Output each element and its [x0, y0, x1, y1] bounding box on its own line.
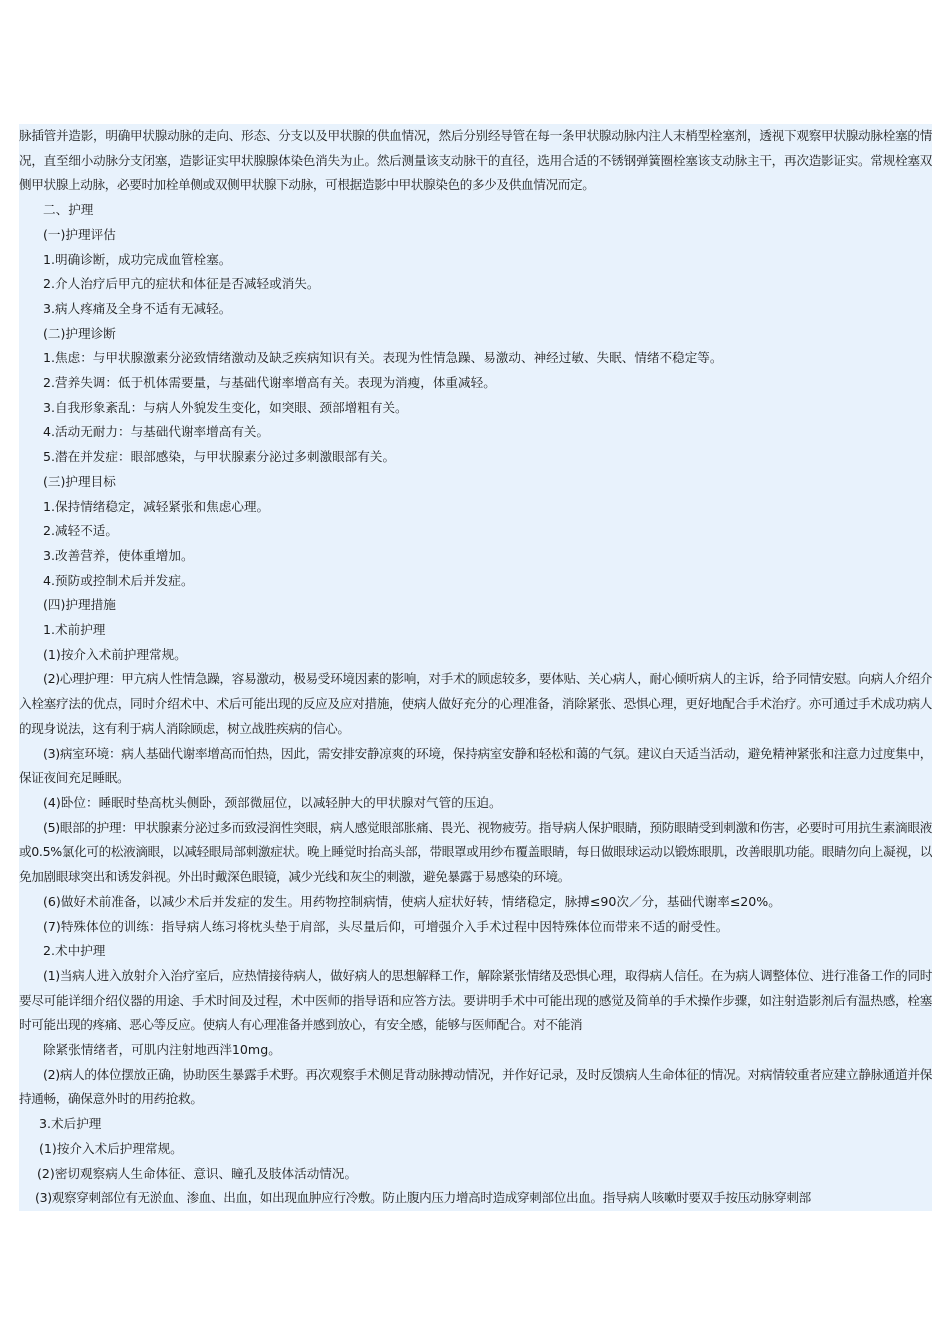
list-item: (2)密切观察病人生命体征、意识、瞳孔及肢体活动情况。 [37, 1165, 358, 1181]
heading-nursing-measures: (四)护理措施 [43, 597, 116, 613]
paragraph-eye-care: (5)眼部的护理：甲状腺素分泌过多而致浸润性突眼，病人感觉眼部胀痛、畏光、视物疲劳。指导病人保护眼睛，预防眼睛受到刺激和伤害，必要时可用抗生素滴眼液或0.5%氯化可的松液滴眼，以减轻眼局部刺激症状。晚上睡觉时抬高头部，带眼罩或用纱布覆盖眼睛，每日做眼球运动以锻炼眼肌，改善眼肌功能。眼睛勿向上凝视，以免加剧眼球突出和诱发斜视。外出时戴深色眼镜，减少光线和灰尘的刺激，避免暴露于易感染的环境。 [19, 819, 932, 885]
list-item: 3.自我形象紊乱：与病人外貌发生变化，如突眼、颈部增粗有关。 [43, 399, 408, 415]
list-item: 3.改善营养，使体重增加。 [43, 547, 194, 563]
list-item: 4.预防或控制术后并发症。 [43, 572, 194, 588]
list-item: 1.明确诊断，成功完成血管栓塞。 [43, 251, 232, 267]
list-item: 4.活动无耐力：与基础代谢率增高有关。 [43, 424, 270, 440]
list-item: 5.潜在并发症：眼部感染，与甲状腺素分泌过多刺激眼部有关。 [43, 449, 396, 465]
list-item: 2.减轻不适。 [43, 523, 118, 539]
list-item: (4)卧位：睡眠时垫高枕头侧卧，颈部微屈位，以减轻肿大的甲状腺对气管的压迫。 [43, 794, 502, 810]
list-item: 3.病人疼痛及全身不适有无减轻。 [43, 300, 232, 316]
heading-nursing-diagnosis: (二)护理诊断 [43, 325, 116, 341]
list-item: 1.保持情绪稳定，减轻紧张和焦虑心理。 [43, 498, 270, 514]
list-item: 2.营养失调：低于机体需要量，与基础代谢率增高有关。表现为消瘦，体重减轻。 [43, 375, 496, 391]
heading-nursing-assessment: (一)护理评估 [43, 226, 116, 242]
heading-postoperative-care: 3.术后护理 [39, 1116, 102, 1132]
list-item: (6)做好术前准备，以减少术后并发症的发生。用药物控制病情，使病人症状好转，情绪稳定，脉搏≤90次／分，基础代谢率≤20%。 [43, 893, 781, 909]
list-item: (1)按介入术后护理常规。 [39, 1140, 183, 1156]
paragraph-continuation: 除紧张情绪者，可肌内注射地西泮10mg。 [43, 1042, 281, 1058]
heading-intraoperative-care: 2.术中护理 [43, 943, 106, 959]
paragraph-positioning: (2)病人的体位摆放正确，协助医生暴露手术野。再次观察手术侧足背动脉搏动情况，并作好记录，及时反馈病人生命体征的情况。对病情较重者应建立静脉通道并保持通畅，确保意外时的用药抢救。 [19, 1066, 932, 1107]
paragraph-ward-environment: (3)病室环境：病人基础代谢率增高而怕热，因此，需安排安静凉爽的环境，保持病室安静和轻松和蔼的气氛。建议白天适当活动，避免精神紧张和注意力过度集中，保证夜间充足睡眠。 [19, 745, 932, 786]
heading-nursing: 二、护理 [43, 202, 94, 218]
list-item: 2.介人治疗后甲亢的症状和体征是否减轻或消失。 [43, 276, 320, 292]
list-item: (7)特殊体位的训练：指导病人练习将枕头垫于肩部，头尽量后仰，可增强介入手术过程中因特殊体位而带来不适的耐受性。 [43, 918, 729, 934]
paragraph-embolization-procedure: 脉插管并造影，明确甲状腺动脉的走向、形态、分支以及甲状腺的供血情况，然后分别经导管在每一条甲状腺动脉内注人末梢型栓塞剂，透视下观察甲状腺动脉栓塞的情况，直至细小动脉分支闭塞，造影证实甲状腺腺体染色消失为止。然后测量该支动脉干的直径，选用合适的不锈钢弹簧圈栓塞该支动脉主干，再次造影证实。常规栓塞双侧甲状腺上动脉，必要时加栓单侧或双侧甲状腺下动脉，可根据造影中甲状腺染色的多少及供血情况而定。 [19, 128, 932, 193]
paragraph-intraoperative-reception: (1)当病人进入放射介入治疗室后，应热情接待病人，做好病人的思想解释工作，解除紧张情绪及恐惧心理，取得病人信任。在为病人调整体位、进行准备工作的同时要尽可能详细介绍仪器的用途、手术时间及过程，术中医师的指导语和应答方法。要讲明手术中可能出现的感觉及简单的手术操作步骤，如注射造影剂后有温热感，栓塞时可能出现的疼痛、恶心等反应。使病人有心理准备并感到放心，有安全感，能够与医师配合。对不能消 [19, 967, 932, 1033]
document-body [19, 124, 932, 1211]
heading-nursing-goals: (三)护理目标 [43, 473, 116, 489]
heading-preoperative-care: 1.术前护理 [43, 622, 106, 638]
list-item: (1)按介入术前护理常规。 [43, 646, 187, 662]
paragraph-psychological-care: (2)心理护理：甲亢病人性情急躁，容易激动，极易受环境因素的影响，对手术的顾虑较多，要体贴、关心病人，耐心倾听病人的主诉，给予同情安慰。向病人介绍介入栓塞疗法的优点，同时介绍术中、术后可能出现的反应及应对措施，使病人做好充分的心理准备，消除紧张、恐惧心理，更好地配合手术治疗。亦可通过手术成功病人的现身说法，这有利于病人消除顾虑，树立战胜疾病的信心。 [19, 671, 932, 736]
list-item: 1.焦虑：与甲状腺激素分泌致情绪激动及缺乏疾病知识有关。表现为性情急躁、易激动、神经过敏、失眠、情绪不稳定等。 [43, 350, 723, 366]
list-item: (3)观察穿刺部位有无淤血、渗血、出血，如出现血肿应行冷敷。防止腹内压力增高时造成穿刺部位出血。指导病人咳嗽时要双手按压动脉穿刺部 [35, 1190, 811, 1206]
